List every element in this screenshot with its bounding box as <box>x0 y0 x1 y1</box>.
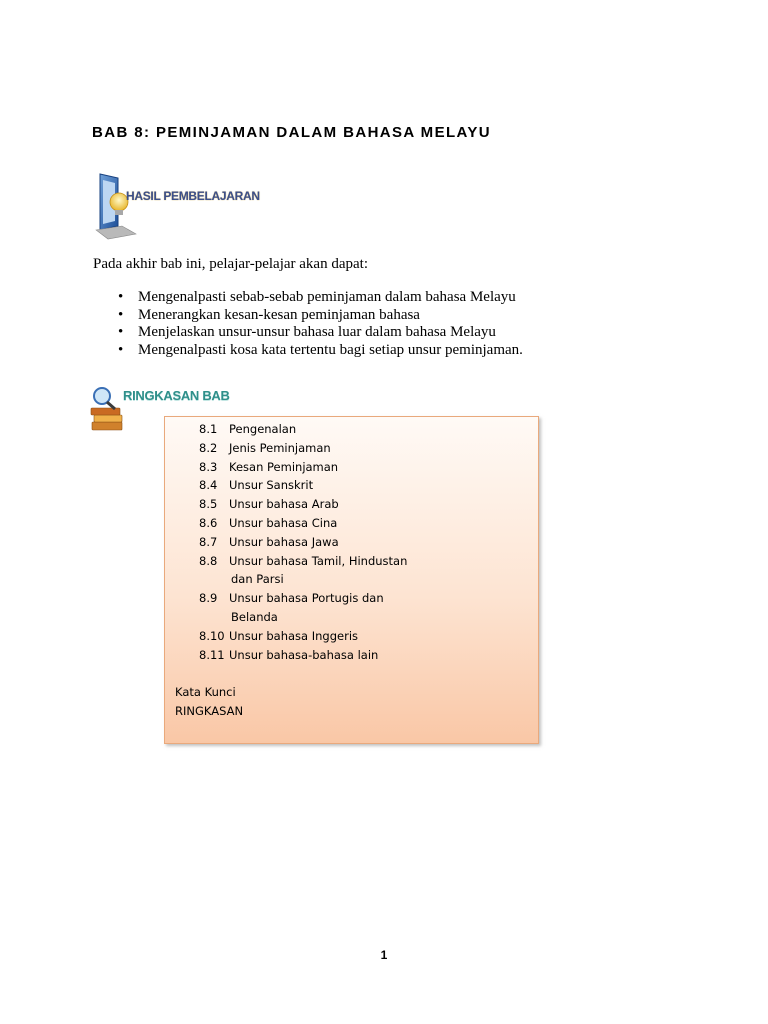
toc-number: 8.5 <box>199 497 218 512</box>
toc-label: Unsur bahasa Tamil, Hindustan <box>229 553 408 568</box>
toc-label: Unsur bahasa Jawa <box>229 534 339 549</box>
toc-number: 8.2 <box>199 440 218 455</box>
objective-item: • Mengenalpasti kosa kata tertentu bagi setiap unsur peminjaman. <box>118 342 523 360</box>
kata-kunci-label: Kata Kunci <box>175 685 236 700</box>
toc-number: 8.4 <box>199 478 218 493</box>
toc-number: 8.3 <box>199 459 218 474</box>
objective-item: • Menerangkan kesan-kesan peminjaman bahasa <box>118 307 523 325</box>
toc-label: Unsur bahasa Portugis dan <box>229 591 384 606</box>
books-magnifier-icon <box>88 384 128 436</box>
toc-number: 8.7 <box>199 534 218 549</box>
toc-label: Unsur bahasa Inggeris <box>229 628 359 643</box>
intro-text: Pada akhir bab ini, pelajar-pelajar akan dapat: <box>93 256 368 272</box>
objective-item: • Mengenalpasti sebab-sebab peminjaman dalam bahasa Melayu <box>118 289 523 307</box>
monitor-lightbulb-icon <box>92 172 152 240</box>
ringkasan-bab-label: RINGKASAN BAB <box>123 388 230 403</box>
chapter-title: BAB 8: PEMINJAMAN DALAM BAHASA MELAYU <box>92 124 492 141</box>
toc-label: Jenis Peminjaman <box>229 440 331 455</box>
chapter-summary-box <box>164 416 539 744</box>
toc-number: 8.6 <box>199 516 218 530</box>
toc-label: Unsur Sanskrit <box>229 478 314 493</box>
toc-label: Unsur bahasa-bahasa lain <box>229 647 379 662</box>
toc-label: Pengenalan <box>229 422 297 436</box>
toc-number: 8.1 <box>199 422 218 436</box>
ringkasan-label: RINGKASAN <box>175 704 244 718</box>
toc-number: 8.10 <box>199 628 225 643</box>
toc-label: dan Parsi <box>231 572 284 587</box>
toc-label: Kesan Peminjaman <box>229 459 339 474</box>
toc-number: 8.11 <box>199 647 225 662</box>
toc-number: 8.9 <box>199 591 218 606</box>
toc-label: Belanda <box>231 609 278 624</box>
objectives-list <box>118 289 523 359</box>
toc-number: 8.8 <box>199 553 218 568</box>
page-number: 1 <box>380 948 388 962</box>
toc-label: Unsur bahasa Cina <box>229 516 338 530</box>
objective-item: • Menjelaskan unsur-unsur bahasa luar dalam bahasa Melayu <box>118 324 523 342</box>
hasil-pembelajaran-label: HASIL PEMBELAJARAN <box>126 189 260 203</box>
toc-label: Unsur bahasa Arab <box>229 497 339 512</box>
